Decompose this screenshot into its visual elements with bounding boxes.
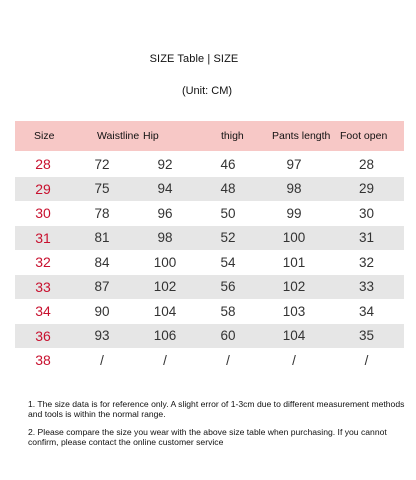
table-header	[15, 121, 404, 151]
size-cell: 38	[35, 352, 51, 368]
table-cell: 96	[157, 205, 173, 221]
table-cell: 92	[157, 156, 173, 172]
size-cell: 32	[35, 254, 51, 270]
table-row	[15, 299, 404, 323]
table-row	[15, 250, 404, 274]
table-cell: 98	[157, 230, 173, 245]
table-cell: 33	[358, 279, 375, 294]
table-row	[15, 324, 404, 348]
size-table	[15, 121, 404, 373]
header-pants-length: Pants length	[272, 130, 331, 142]
table-cell: 102	[282, 279, 306, 294]
table-cell: 102	[153, 279, 177, 294]
table-cell: /	[292, 352, 296, 368]
table-cell: 56	[220, 279, 236, 294]
table-cell: 34	[358, 303, 375, 319]
size-cell: 30	[35, 205, 51, 221]
size-cell: 28	[35, 156, 51, 172]
table-cell: 29	[358, 181, 375, 196]
table-cell: 98	[286, 181, 302, 196]
table-cell: 48	[220, 181, 236, 196]
table-cell: 101	[282, 254, 306, 270]
table-cell: 78	[94, 205, 110, 221]
table-cell: 58	[220, 303, 236, 319]
table-row	[15, 226, 404, 250]
unit-label	[0, 85, 416, 97]
table-cell: 30	[358, 205, 375, 221]
title-text: SIZE Table | SIZE	[149, 53, 239, 65]
table-row	[15, 152, 404, 176]
table-cell: 52	[220, 230, 236, 245]
header-waistline: Waistline	[97, 130, 140, 142]
table-cell: 50	[220, 205, 236, 221]
table-cell: 106	[153, 328, 177, 343]
table-cell: 84	[94, 254, 110, 270]
size-cell: 33	[35, 278, 51, 295]
note-compare-size: 2. Please compare the size you wear with the above size table when purchasing. If you cannot confirm, please contact the online customer service	[28, 427, 387, 447]
note-measurement-error: 1. The size data is for reference only. A slight error of 1-3cm due to different measurement methods and tools is within the normal range.	[28, 399, 405, 419]
table-cell: 54	[220, 254, 236, 270]
table-cell: 100	[282, 230, 306, 245]
header-size: Size	[34, 130, 55, 142]
table-cell: /	[364, 352, 369, 368]
size-cell: 36	[35, 327, 51, 344]
table-cell: 90	[94, 303, 110, 319]
header-foot-open: Foot open	[340, 130, 388, 142]
unit-text: (Unit: CM)	[181, 85, 233, 97]
header-hip: Hip	[143, 130, 159, 142]
size-cell: 29	[35, 180, 51, 197]
table-cell: 99	[286, 205, 302, 221]
page-title	[0, 53, 416, 65]
table-cell: 100	[153, 254, 177, 270]
table-cell: /	[100, 352, 104, 368]
table-cell: 94	[157, 181, 173, 196]
table-cell: 46	[220, 156, 236, 172]
table-cell: 81	[94, 230, 110, 245]
table-cell: 93	[94, 328, 110, 343]
table-row	[15, 201, 404, 225]
table-cell: /	[226, 352, 230, 368]
notes	[28, 400, 416, 456]
table-cell: 35	[358, 328, 375, 343]
table-row	[15, 348, 404, 372]
size-cell: 31	[35, 229, 51, 246]
table-cell: /	[163, 352, 167, 368]
table-cell: 87	[94, 279, 110, 294]
size-cell: 34	[35, 303, 51, 319]
table-cell: 104	[282, 328, 306, 343]
table-row	[15, 177, 404, 201]
table-cell: 104	[153, 303, 177, 319]
table-cell: 31	[358, 230, 375, 245]
header-thigh: thigh	[221, 130, 244, 142]
table-cell: 32	[358, 254, 375, 270]
table-row	[15, 275, 404, 299]
table-cell: 72	[94, 156, 110, 172]
table-cell: 103	[282, 303, 306, 319]
table-cell: 97	[286, 156, 302, 172]
table-cell: 28	[358, 156, 375, 172]
table-cell: 75	[94, 181, 110, 196]
table-cell: 60	[220, 328, 236, 343]
